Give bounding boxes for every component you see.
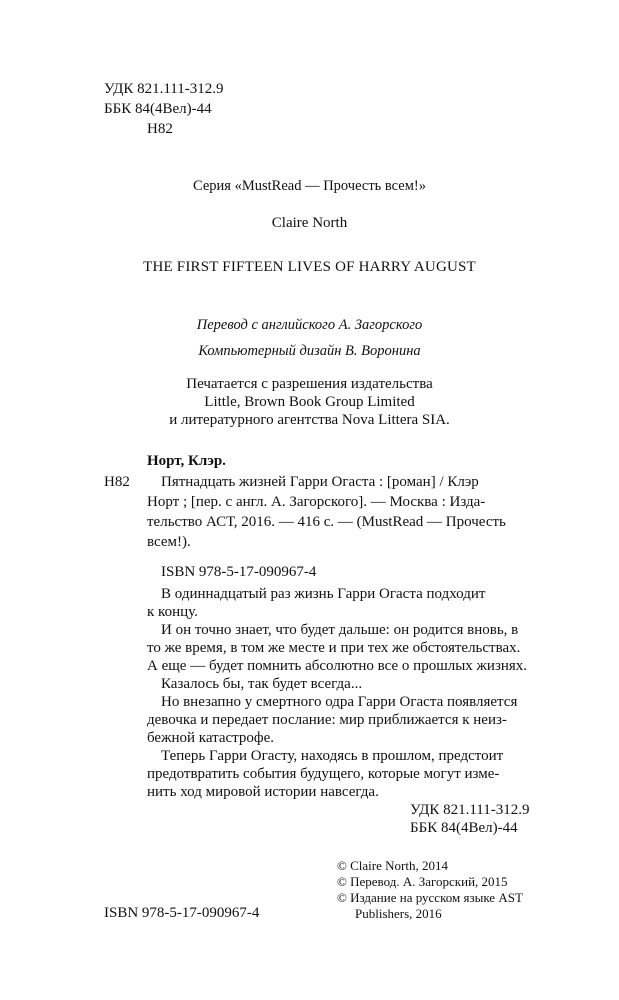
permission-line: Печатается с разрешения издательства (186, 376, 433, 392)
copyright-line: © Claire North, 2014 (337, 858, 448, 873)
catalog-entry-line: Пятнадцать жизней Гарри Огаста : [роман] / Клэр (161, 474, 479, 490)
bottom-bbk-code: ББК 84(4Вел)-44 (410, 820, 518, 836)
bottom-isbn: ISBN 978-5-17-090967-4 (104, 905, 260, 921)
annotation-line: Но внезапно у смертного одра Гарри Огаста появляется (161, 694, 518, 710)
designer-credit: Компьютерный дизайн В. Воронина (198, 343, 421, 359)
original-author: Claire North (271, 215, 348, 231)
copyright-line: Publishers, 2016 (355, 906, 442, 921)
copyright-line: © Издание на русском языке AST (337, 890, 523, 905)
permission-line: Little, Brown Book Group Limited (204, 394, 415, 410)
annotation-line: к концу. (147, 604, 198, 620)
annotation-line: А еще — будет помнить абсолютно все о прошлых жизнях. (147, 658, 528, 674)
annotation-line: В одиннадцатый раз жизнь Гарри Огаста подходит (161, 586, 486, 602)
copyright-line: © Перевод. А. Загорский, 2015 (337, 874, 508, 889)
catalog-entry-line: всем!). (147, 534, 191, 550)
catalog-author-heading: Норт, Клэр. (147, 453, 226, 469)
catalog-mark: Н82 (104, 474, 130, 490)
annotation-line: И он точно знает, что будет дальше: он родится вновь, в (161, 622, 519, 638)
original-title: THE FIRST FIFTEEN LIVES OF HARRY AUGUST (143, 259, 476, 275)
permission-line: и литературного агентства Nova Littera SIA. (169, 412, 450, 428)
translator-credit: Перевод с английского А. Загорского (196, 317, 423, 333)
udk-code: УДК 821.111-312.9 (104, 81, 224, 97)
annotation-line: Теперь Гарри Огасту, находясь в прошлом, предстоит (161, 748, 504, 764)
catalog-entry-line: тельство АСТ, 2016. — 416 с. — (MustRead — Прочесть (147, 514, 506, 530)
series-line: Серия «MustRead — Прочесть всем!» (193, 178, 426, 194)
annotation-line: Казалось бы, так будет всегда... (161, 676, 363, 692)
catalog-isbn: ISBN 978-5-17-090967-4 (161, 564, 317, 580)
annotation-line: то же время, в том же месте и при тех же обстоятельствах. (147, 640, 521, 656)
annotation-line: предотвратить события будущего, которые могут изме- (147, 766, 500, 782)
annotation-line: девочка и передает послание: мир приближается к неиз- (147, 712, 507, 728)
annotation-line: бежной катастрофе. (147, 730, 275, 746)
author-mark: Н82 (147, 121, 173, 137)
annotation-line: нить ход мировой истории навсегда. (147, 784, 379, 800)
bottom-udk-code: УДК 821.111-312.9 (410, 802, 530, 818)
bbk-code: ББК 84(4Вел)-44 (104, 101, 212, 117)
catalog-entry-line: Норт ; [пер. с англ. А. Загорского]. — Москва : Изда- (147, 494, 486, 510)
